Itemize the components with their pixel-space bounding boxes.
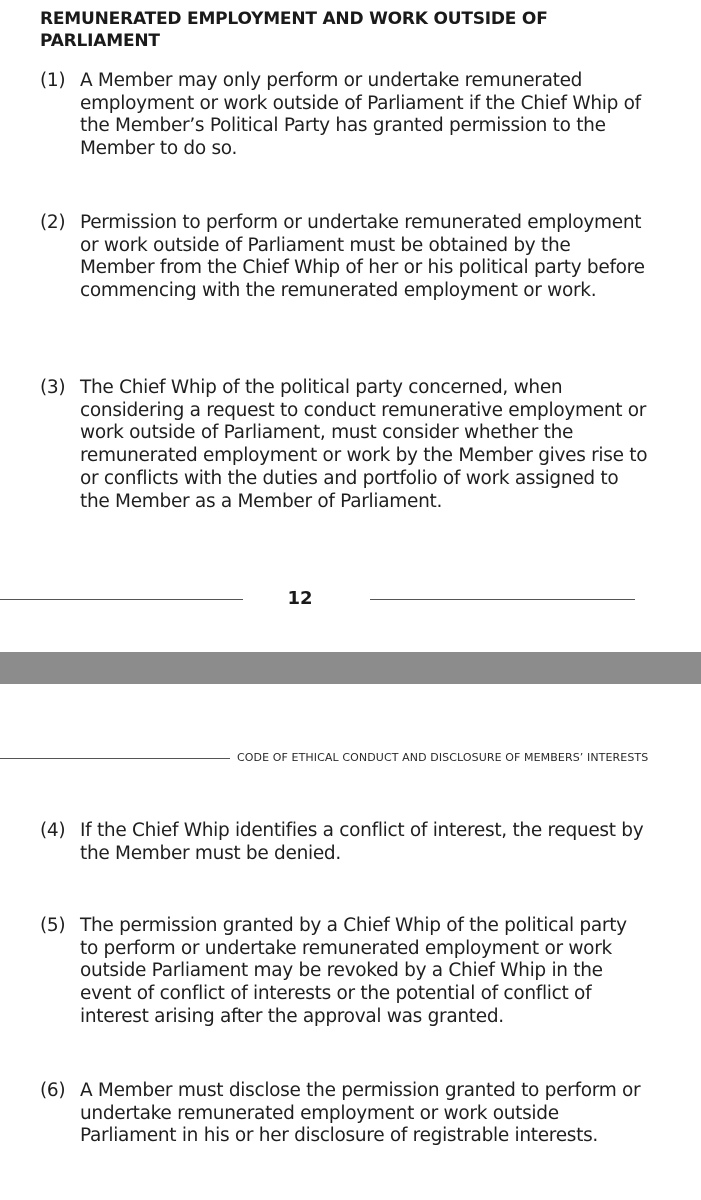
running-header: CODE OF ETHICAL CONDUCT AND DISCLOSURE OF MEMBERS’ INTERESTS <box>237 751 649 764</box>
clause-text: A Member may only perform or undertake remunerated employment or work outside of Parliament if the Chief Whip of the Member’s Political Party has granted permission to the Member to do so. <box>80 70 641 160</box>
clause-3 <box>40 377 650 513</box>
clause-number: (4) <box>40 820 66 841</box>
section-title: REMUNERATED EMPLOYMENT AND WORK OUTSIDE OF PARLIAMENT <box>40 9 548 51</box>
page-number: 12 <box>287 588 313 609</box>
clause-5 <box>40 915 650 1029</box>
clause-text: Permission to perform or undertake remunerated employment or work outside of Parliament must be obtained by the Member from the Chief Whip of her or his political party before commencing with the remunerated employment or work. <box>80 212 645 302</box>
page-separator <box>0 652 701 684</box>
clause-text: A Member must disclose the permission granted to perform or undertake remunerated employment or work outside Parliament in his or her disclosure of registrable interests. <box>80 1080 641 1147</box>
clause-number: (6) <box>40 1080 66 1101</box>
clause-number: (2) <box>40 212 66 233</box>
clause-2 <box>40 212 650 303</box>
footer-rule-left <box>0 599 243 600</box>
clause-1 <box>40 70 650 161</box>
clause-text: If the Chief Whip identifies a conflict of interest, the request by the Member must be denied. <box>80 820 644 864</box>
footer-rule-right <box>370 599 635 600</box>
clause-text: The Chief Whip of the political party concerned, when considering a request to conduct remunerative employment or work outside of Parliament, must consider whether the remunerated employment or work by the Member gives rise to or conflicts with the duties and portfolio of work assigned to the Member as a Member of Parliament. <box>80 377 648 512</box>
clause-number: (1) <box>40 70 66 91</box>
clause-text: The permission granted by a Chief Whip of the political party to perform or undertake remunerated employment or work outside Parliament may be revoked by a Chief Whip in the event of conflict of interests or the potential of conflict of interest arising after the approval was granted. <box>80 915 627 1027</box>
clause-number: (3) <box>40 377 66 398</box>
clause-number: (5) <box>40 915 66 936</box>
clause-4 <box>40 820 650 865</box>
header-rule <box>0 758 230 759</box>
clause-6 <box>40 1080 650 1148</box>
